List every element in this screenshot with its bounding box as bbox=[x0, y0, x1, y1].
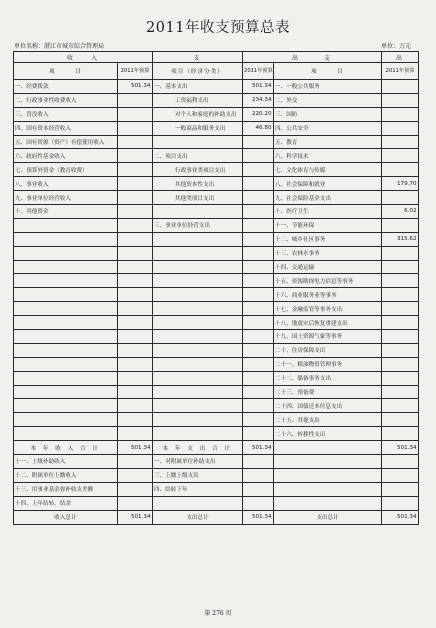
economic-budget bbox=[243, 330, 274, 344]
functional-budget bbox=[382, 135, 419, 149]
economic-item bbox=[153, 343, 243, 357]
economic-item bbox=[153, 302, 243, 316]
table-row bbox=[14, 330, 419, 344]
functional-budget bbox=[382, 246, 419, 260]
income-budget bbox=[118, 205, 153, 219]
budget-table bbox=[13, 51, 419, 525]
income-budget: 501.34 bbox=[118, 80, 153, 94]
economic-item: 三、事业单位经营支出 bbox=[153, 218, 243, 232]
income-budget bbox=[118, 302, 153, 316]
income-item: 六、政府性基金收入 bbox=[14, 149, 118, 163]
income-budget bbox=[118, 163, 153, 177]
table-row bbox=[14, 455, 419, 469]
economic-item bbox=[153, 232, 243, 246]
income-budget bbox=[118, 135, 153, 149]
economic-item bbox=[153, 399, 243, 413]
functional-item bbox=[274, 482, 382, 496]
table-row bbox=[14, 246, 419, 260]
income-section-header: 收 入 bbox=[14, 52, 153, 63]
functional-budget bbox=[382, 455, 419, 469]
income-item bbox=[14, 302, 118, 316]
economic-budget bbox=[243, 302, 274, 316]
table-row bbox=[14, 149, 419, 163]
header-row-columns bbox=[14, 63, 419, 80]
economic-item bbox=[153, 427, 243, 441]
table-row bbox=[14, 302, 419, 316]
economic-item bbox=[153, 357, 243, 371]
economic-budget bbox=[243, 274, 274, 288]
table-row bbox=[14, 232, 419, 246]
functional-item: 二十二、储备事务支出 bbox=[274, 371, 382, 385]
functional-budget bbox=[382, 343, 419, 357]
income-item bbox=[14, 288, 118, 302]
functional-budget bbox=[382, 274, 419, 288]
functional-item: 二十一、粮油物资管理事务 bbox=[274, 357, 382, 371]
header-row-sections bbox=[14, 52, 419, 63]
income-grand-total-label: 收入总计 bbox=[14, 510, 118, 524]
income-item bbox=[14, 357, 118, 371]
functional-item: 十六、商业服务业等事务 bbox=[274, 288, 382, 302]
income-item bbox=[14, 274, 118, 288]
income-budget bbox=[118, 260, 153, 274]
functional-item: 六、科学技术 bbox=[274, 149, 382, 163]
annual-expense-total-label: 本 年 支 出 合 计 bbox=[153, 441, 243, 455]
functional-budget bbox=[382, 93, 419, 107]
economic-item: 其他资本性支出 bbox=[153, 177, 243, 191]
income-budget bbox=[118, 191, 153, 205]
income-item: 十二、附属单位上缴收入 bbox=[14, 468, 118, 482]
functional-item: 十二、城乡社区事务 bbox=[274, 232, 382, 246]
functional-item: 二十三、预备费 bbox=[274, 385, 382, 399]
expense-budget bbox=[243, 482, 274, 496]
economic-budget bbox=[243, 316, 274, 330]
economic-item bbox=[153, 371, 243, 385]
table-row bbox=[14, 316, 419, 330]
functional-item: 十四、交通运输 bbox=[274, 260, 382, 274]
income-item bbox=[14, 399, 118, 413]
annual-expense-total-value-functional: 501.34 bbox=[382, 441, 419, 455]
page-title: 2011年收支预算总表 bbox=[146, 20, 290, 36]
economic-budget bbox=[243, 260, 274, 274]
income-budget bbox=[118, 357, 153, 371]
income-item bbox=[14, 316, 118, 330]
economic-item bbox=[153, 288, 243, 302]
income-item: 七、预算外资金（教育收费） bbox=[14, 163, 118, 177]
economic-item bbox=[153, 316, 243, 330]
income-item: 十三、用事业基金弥补收支差额 bbox=[14, 482, 118, 496]
income-item bbox=[14, 385, 118, 399]
functional-item: 十、医疗卫生 bbox=[274, 205, 382, 219]
economic-budget bbox=[243, 246, 274, 260]
economic-budget bbox=[243, 399, 274, 413]
expense-section-header-left: 支 bbox=[153, 52, 243, 63]
economic-item: 工资福利支出 bbox=[153, 93, 243, 107]
income-item: 八、事业收入 bbox=[14, 177, 118, 191]
expense-item: 四、结转下年 bbox=[153, 482, 243, 496]
economic-item bbox=[153, 385, 243, 399]
income-item: 九、事业单位经营收入 bbox=[14, 191, 118, 205]
income-budget bbox=[118, 232, 153, 246]
income-budget bbox=[118, 121, 153, 135]
income-item bbox=[14, 371, 118, 385]
income-item bbox=[14, 413, 118, 427]
income-item bbox=[14, 260, 118, 274]
economic-item: 行政事业类项目支出 bbox=[153, 163, 243, 177]
economic-item: 对个人和家庭的补助支出 bbox=[153, 107, 243, 121]
annual-expense-total-blank bbox=[274, 441, 382, 455]
income-budget bbox=[118, 288, 153, 302]
expense-item: 一、对附属单位补助支出 bbox=[153, 455, 243, 469]
economic-item bbox=[153, 274, 243, 288]
functional-budget bbox=[382, 357, 419, 371]
table-row bbox=[14, 357, 419, 371]
income-item bbox=[14, 330, 118, 344]
functional-item: 十八、地震灾后恢复重建支出 bbox=[274, 316, 382, 330]
economic-item: 一、基本支出 bbox=[153, 80, 243, 94]
income-item: 十、其他资金 bbox=[14, 205, 118, 219]
expense-grand-total-value: 501.34 bbox=[243, 510, 274, 524]
economic-budget bbox=[243, 135, 274, 149]
functional-item: 十九、国土资源气象等事务 bbox=[274, 330, 382, 344]
income-budget bbox=[118, 343, 153, 357]
income-budget bbox=[118, 482, 153, 496]
income-item: 四、国有资本经营收入 bbox=[14, 121, 118, 135]
annual-income-total-value: 501.34 bbox=[118, 441, 153, 455]
economic-budget bbox=[243, 218, 274, 232]
income-item: 一、经费拨款 bbox=[14, 80, 118, 94]
income-budget bbox=[118, 427, 153, 441]
income-item bbox=[14, 427, 118, 441]
income-item bbox=[14, 246, 118, 260]
table-row bbox=[14, 496, 419, 510]
income-budget bbox=[118, 93, 153, 107]
functional-item: 十七、金融监管等事务支出 bbox=[274, 302, 382, 316]
economic-budget bbox=[243, 205, 274, 219]
functional-budget bbox=[382, 371, 419, 385]
functional-budget bbox=[382, 496, 419, 510]
table-row bbox=[14, 93, 419, 107]
economic-item bbox=[153, 260, 243, 274]
income-item bbox=[14, 343, 118, 357]
col-header-functional-budget: 2011年预算 bbox=[382, 63, 419, 80]
table-row bbox=[14, 260, 419, 274]
income-budget bbox=[118, 496, 153, 510]
functional-item: 四、公共安全 bbox=[274, 121, 382, 135]
income-item: 十一、上级补助收入 bbox=[14, 455, 118, 469]
economic-budget bbox=[243, 371, 274, 385]
economic-budget: 234.34 bbox=[243, 93, 274, 107]
functional-item: 七、文化体育与传媒 bbox=[274, 163, 382, 177]
economic-budget: 220.20 bbox=[243, 107, 274, 121]
economic-budget bbox=[243, 427, 274, 441]
functional-budget bbox=[382, 468, 419, 482]
economic-budget bbox=[243, 357, 274, 371]
functional-budget bbox=[382, 399, 419, 413]
income-budget bbox=[118, 246, 153, 260]
functional-budget bbox=[382, 163, 419, 177]
economic-budget: 46.80 bbox=[243, 121, 274, 135]
page-number: 第 276 页 bbox=[204, 610, 232, 617]
table-row bbox=[14, 288, 419, 302]
income-budget bbox=[118, 413, 153, 427]
functional-budget bbox=[382, 302, 419, 316]
table-row bbox=[14, 121, 419, 135]
expense-section-header-end: 出 bbox=[382, 52, 419, 63]
income-budget bbox=[118, 149, 153, 163]
income-budget bbox=[118, 371, 153, 385]
col-header-income-budget: 2011年预算 bbox=[118, 63, 153, 80]
functional-budget: 179.70 bbox=[382, 177, 419, 191]
economic-budget bbox=[243, 413, 274, 427]
income-budget bbox=[118, 316, 153, 330]
table-row bbox=[14, 191, 419, 205]
economic-budget bbox=[243, 149, 274, 163]
functional-item: 二十、住房保障支出 bbox=[274, 343, 382, 357]
table-row bbox=[14, 399, 419, 413]
expense-item bbox=[153, 496, 243, 510]
economic-budget bbox=[243, 232, 274, 246]
table-row bbox=[14, 274, 419, 288]
functional-budget bbox=[382, 107, 419, 121]
functional-item: 十三、农林水事务 bbox=[274, 246, 382, 260]
economic-budget bbox=[243, 177, 274, 191]
functional-budget bbox=[382, 385, 419, 399]
economic-item bbox=[153, 330, 243, 344]
income-budget bbox=[118, 455, 153, 469]
income-item: 二、行政事业性收费收入 bbox=[14, 93, 118, 107]
functional-budget: 315.62 bbox=[382, 232, 419, 246]
col-header-income-item: 项 目 bbox=[14, 63, 118, 80]
economic-item bbox=[153, 246, 243, 260]
expense-budget bbox=[243, 468, 274, 482]
functional-budget bbox=[382, 121, 419, 135]
functional-grand-total-label: 支出总计 bbox=[274, 510, 382, 524]
economic-item bbox=[153, 413, 243, 427]
table-row bbox=[14, 80, 419, 94]
income-item bbox=[14, 232, 118, 246]
functional-budget bbox=[382, 330, 419, 344]
income-item bbox=[14, 218, 118, 232]
functional-item: 二十四、国债还本付息支出 bbox=[274, 399, 382, 413]
income-budget bbox=[118, 274, 153, 288]
functional-item: 八、社会保障和就业 bbox=[274, 177, 382, 191]
income-item: 五、国有资源（资产）有偿使用收入 bbox=[14, 135, 118, 149]
col-header-functional-item: 项 目 bbox=[274, 63, 382, 80]
functional-budget: 6.02 bbox=[382, 205, 419, 219]
economic-item: 二、项目支出 bbox=[153, 149, 243, 163]
functional-item: 十一、节能环保 bbox=[274, 218, 382, 232]
economic-item bbox=[153, 205, 243, 219]
functional-item bbox=[274, 455, 382, 469]
functional-grand-total-value: 501.34 bbox=[382, 510, 419, 524]
expense-section-header-right: 出 支 bbox=[243, 52, 382, 63]
economic-budget: 501.34 bbox=[243, 80, 274, 94]
functional-budget bbox=[382, 149, 419, 163]
col-header-economic-budget: 2011年预算 bbox=[243, 63, 274, 80]
economic-item: 一般商品和服务支出 bbox=[153, 121, 243, 135]
table-row bbox=[14, 371, 419, 385]
annual-income-total-label: 本 年 收 入 合 计 bbox=[14, 441, 118, 455]
table-row bbox=[14, 427, 419, 441]
functional-budget bbox=[382, 427, 419, 441]
table-row bbox=[14, 177, 419, 191]
col-header-economic-class: 项目（经济分类） bbox=[153, 63, 243, 80]
economic-budget bbox=[243, 191, 274, 205]
functional-budget bbox=[382, 413, 419, 427]
economic-budget bbox=[243, 385, 274, 399]
income-budget bbox=[118, 177, 153, 191]
functional-item bbox=[274, 496, 382, 510]
grand-total-row bbox=[14, 510, 419, 524]
functional-item: 二十五、其他支出 bbox=[274, 413, 382, 427]
economic-budget bbox=[243, 288, 274, 302]
functional-budget bbox=[382, 218, 419, 232]
table-row bbox=[14, 468, 419, 482]
income-budget bbox=[118, 385, 153, 399]
table-row bbox=[14, 385, 419, 399]
functional-budget bbox=[382, 191, 419, 205]
functional-item: 三、国防 bbox=[274, 107, 382, 121]
income-item: 十四、上年结转、结余 bbox=[14, 496, 118, 510]
functional-item: 一、一般公共服务 bbox=[274, 80, 382, 94]
table-row bbox=[14, 135, 419, 149]
economic-item: 其他类项目支出 bbox=[153, 191, 243, 205]
functional-budget bbox=[382, 80, 419, 94]
functional-budget bbox=[382, 288, 419, 302]
functional-item: 五、教育 bbox=[274, 135, 382, 149]
table-row bbox=[14, 218, 419, 232]
functional-item: 二、外交 bbox=[274, 93, 382, 107]
functional-budget bbox=[382, 482, 419, 496]
unit-measure: 单位：万元 bbox=[380, 43, 411, 50]
economic-item bbox=[153, 135, 243, 149]
expense-budget bbox=[243, 455, 274, 469]
table-row bbox=[14, 163, 419, 177]
economic-budget bbox=[243, 343, 274, 357]
table-row bbox=[14, 343, 419, 357]
functional-item: 九、社会保险基金支出 bbox=[274, 191, 382, 205]
income-budget bbox=[118, 468, 153, 482]
income-budget bbox=[118, 399, 153, 413]
income-budget bbox=[118, 330, 153, 344]
income-budget bbox=[118, 107, 153, 121]
unit-name: 单位名称：湛江市城市综合管理局 bbox=[14, 43, 105, 50]
annual-expense-total-value: 501.34 bbox=[243, 441, 274, 455]
functional-item bbox=[274, 468, 382, 482]
table-row bbox=[14, 205, 419, 219]
table-row bbox=[14, 482, 419, 496]
table-row bbox=[14, 413, 419, 427]
table-row bbox=[14, 107, 419, 121]
economic-budget bbox=[243, 163, 274, 177]
income-item: 三、罚没收入 bbox=[14, 107, 118, 121]
functional-budget bbox=[382, 316, 419, 330]
expense-item: 三、上缴上级支出 bbox=[153, 468, 243, 482]
functional-item: 二十六、转移性支出 bbox=[274, 427, 382, 441]
income-grand-total-value: 501.34 bbox=[118, 510, 153, 524]
expense-budget bbox=[243, 496, 274, 510]
income-budget bbox=[118, 218, 153, 232]
annual-total-row bbox=[14, 441, 419, 455]
expense-grand-total-label: 支出总计 bbox=[153, 510, 243, 524]
functional-item: 十五、资源勘探电力信息等事务 bbox=[274, 274, 382, 288]
functional-budget bbox=[382, 260, 419, 274]
